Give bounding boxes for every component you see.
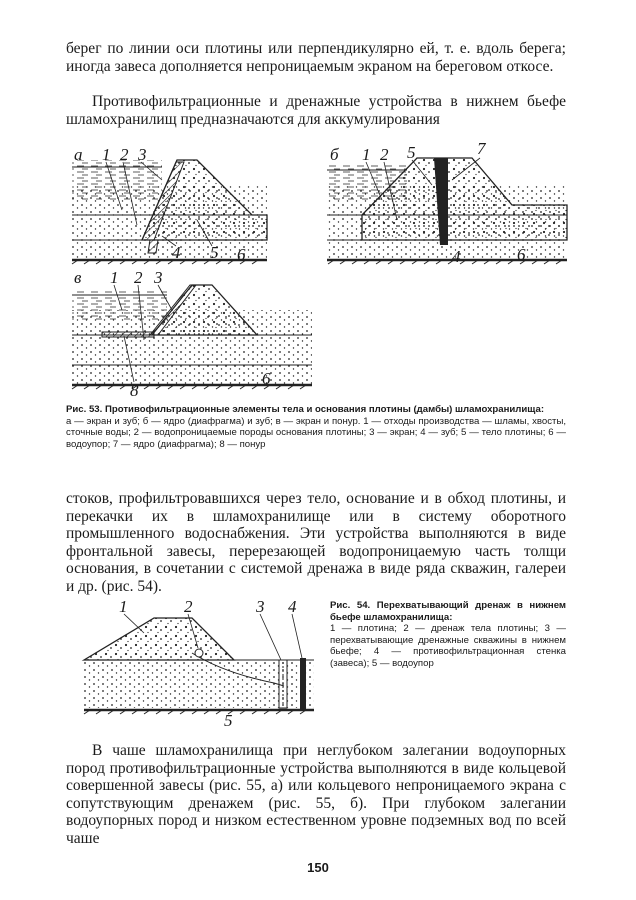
- fig53-a-label-6: 6: [237, 245, 246, 264]
- fig54-caption-title: Рис. 54. Перехватывающий дренаж в нижнем бьефе шламохранилища:: [330, 600, 566, 623]
- fig53-b-label-5: 5: [407, 143, 416, 162]
- fig53-caption: [66, 404, 566, 450]
- fig53-b-letter: б: [330, 145, 339, 164]
- paragraph-1: берег по линии оси плотины или перпендикулярно ей, т. е. вдоль берега; иногда завеса дополняется непроницаемым экраном на береговом откосе.: [66, 40, 566, 75]
- fig53-c-label-6: 6: [262, 369, 271, 388]
- fig53-caption-title: Рис. 53. Противофильтрационные элементы тела и основания плотины (дамбы) шламохранилища:: [66, 404, 545, 415]
- paragraph-4: В чаше шламохранилища при неглубоком залегании водоупорных пород противофильтрационные устройства выполняются в виде кольцевой совершенной завесы (рис. 55, а) или кольцевого непроницаемого экрана с сопутствующим дренажем (рис. 55, б). При глубоком залегании водоупорных пород и низком естественном уровне подземных вод по всей чаше: [66, 742, 566, 847]
- fig54-label-4: 4: [288, 598, 297, 616]
- page-number: 150: [307, 860, 329, 875]
- fig54-caption: [330, 600, 566, 669]
- fig53-b-label-4: 4: [452, 247, 461, 266]
- fig53-c-label-2: 2: [134, 268, 143, 287]
- fig53-b-label-1: 1: [362, 145, 371, 164]
- fig53-c-label-1: 1: [110, 268, 119, 287]
- fig53-c-letter: в: [74, 268, 82, 287]
- fig53-caption-body: а — экран и зуб; б — ядро (диафрагма) и зуб; в — экран и понур. 1 — отходы производства — шламы, хвосты, сточные воды; 2 — водопроницаемые породы основания плотины; 3 — экран; 4 — зуб; 5 — тело плотины; 6 — водоупор; 7 — ядро (диафрагма); 8 — понур: [66, 415, 566, 450]
- fig54-label-3: 3: [256, 598, 265, 616]
- figure-54: [74, 598, 324, 728]
- fig53-b-label-2: 2: [380, 145, 389, 164]
- fig53-c-label-3: 3: [154, 268, 163, 287]
- fig53-a-label-1: 1: [102, 145, 111, 164]
- fig54-label-2: 2: [184, 598, 193, 616]
- fig54-label-1: 1: [119, 598, 128, 616]
- fig53-a-letter: а: [74, 145, 83, 164]
- fig53-panel-c: [72, 268, 312, 396]
- fig53-a-label-2: 2: [120, 145, 129, 164]
- fig53-a-label-4: 4: [172, 243, 181, 262]
- fig53-a-label-3: 3: [138, 145, 147, 164]
- figure-53: [62, 140, 582, 396]
- fig53-b-label-6: 6: [517, 245, 526, 264]
- fig53-a-label-5: 5: [210, 243, 219, 262]
- fig54-label-5: 5: [224, 711, 233, 728]
- fig53-panel-a: [72, 145, 267, 264]
- fig53-c-label-8: 8: [130, 381, 139, 396]
- paragraph-2: Противофильтрационные и дренажные устройства в нижнем бьефе шламохранилищ предназначаются для аккумулирования: [66, 93, 566, 128]
- fig53-b-label-7: 7: [477, 140, 486, 158]
- paragraph-3: стоков, профильтровавшихся через тело, основание и в обход плотины, и перекачки их в шламохранилище или в систему оборотного промышленного водоснабжения. Эти устройства выполняются в виде фронтальной завесы, перерезающей водопроницаемую часть толщи основания, в сочетании с системой дренажа в виде ряда скважин, галереи и др. (рис. 54).: [66, 490, 566, 595]
- fig53-panel-b: [327, 140, 567, 266]
- fig54-caption-body: 1 — плотина; 2 — дренаж тела плотины; 3 — перехватывающие дренажные скважины в нижнем бьефе; 4 — противофильтрационная стенка (завеса); 5 — водоупор: [330, 623, 566, 669]
